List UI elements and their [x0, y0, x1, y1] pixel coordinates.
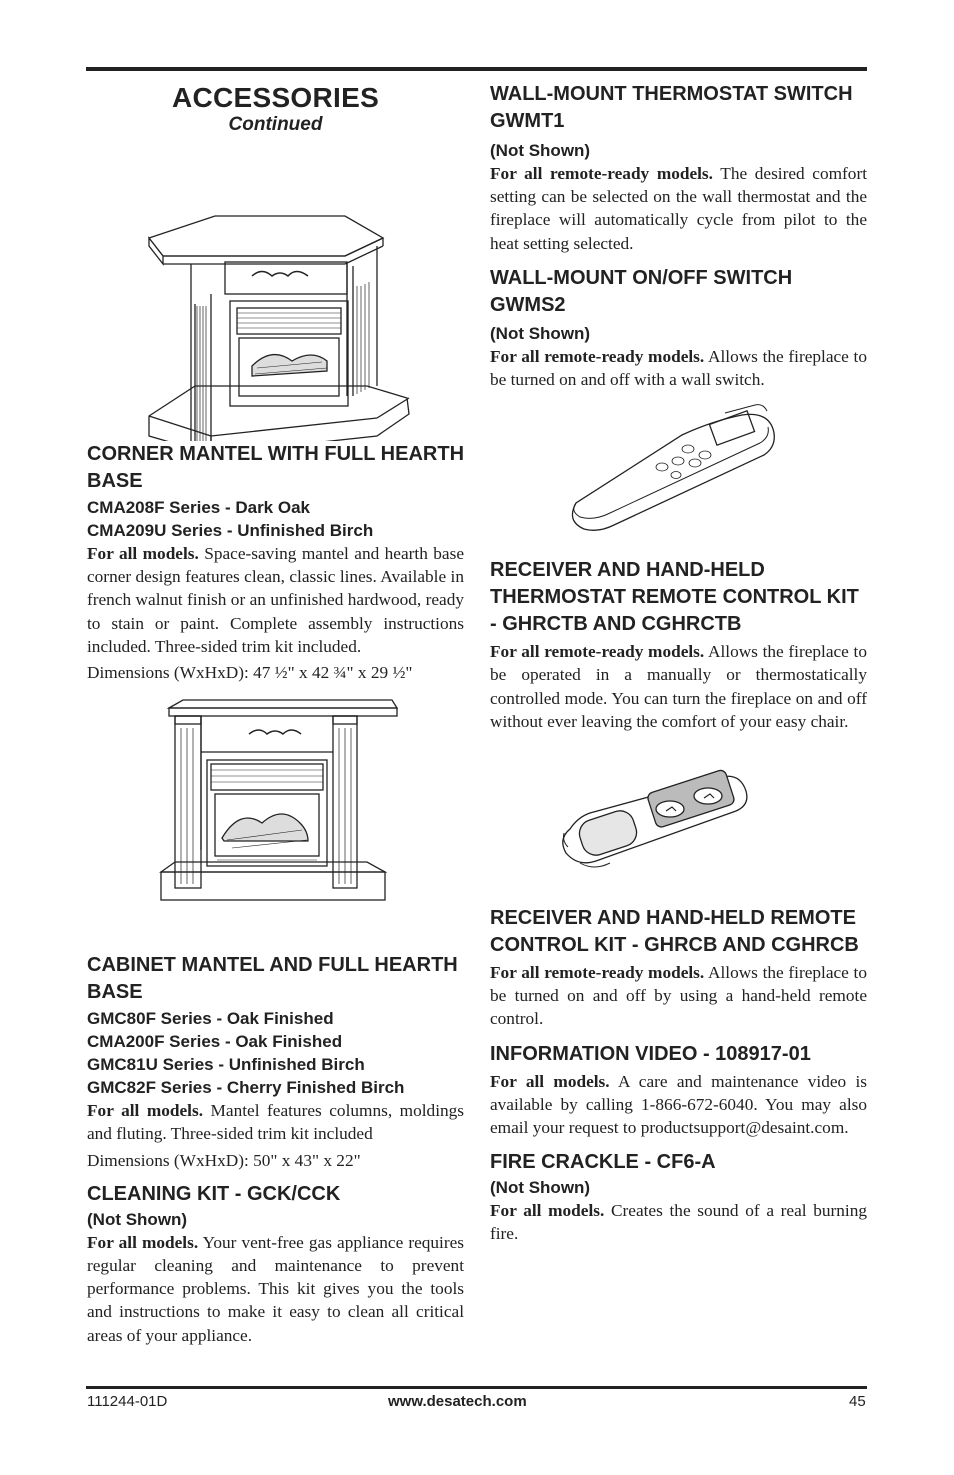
ghrcb-text — [490, 961, 867, 1031]
ghrctb-heading: RECEIVER AND HAND-HELD THERMOSTAT REMOTE CONTROL KIT - GHRCTB AND CGHRCTB — [490, 559, 859, 636]
cabinet-model-2: CMA200F Series - Oak Finished — [87, 1032, 343, 1052]
cabinet-mantel-illustration — [87, 690, 464, 952]
corner-mantel-illustration — [87, 136, 464, 441]
cabinet-mantel-text — [87, 1099, 464, 1145]
corner-dimensions: Dimensions (WxHxD): 47 ½" x 42 ¾" x 29 ½" — [87, 663, 413, 683]
ghrcb-heading: RECEIVER AND HAND-HELD REMOTE CONTROL KIT - GHRCB AND CGHRCB — [490, 907, 859, 957]
video-text — [490, 1070, 867, 1140]
ghrcb-body: Allows the fireplace to be turned on and off by using a hand-held remote control. — [490, 963, 867, 1029]
corner-body: Space-saving mantel and hearth base corner design features clean, classic lines. Available in french walnut finish or an unfinished hardwood, ready to stain or paint. Complete assembly instructions included. Three-sided trim kit included. — [87, 544, 464, 656]
cabinet-dimensions: Dimensions (WxHxD): 50" x 43" x 22" — [87, 1150, 361, 1170]
thermostat-lead: For all remote-ready models. — [490, 164, 713, 183]
corner-lead: For all models. — [87, 544, 199, 563]
page-subtitle: Continued — [228, 114, 323, 135]
thermostat-note: (Not Shown) — [490, 141, 591, 160]
cabinet-model-1: GMC80F Series - Oak Finished — [87, 1009, 334, 1029]
crackle-body: Creates the sound of a real burning fire. — [490, 1201, 868, 1244]
cleaning-kit-text — [87, 1231, 464, 1347]
cabinet-lead: For all models. — [87, 1101, 204, 1121]
bottom-rule — [86, 1386, 867, 1389]
page-number: 45 — [849, 1393, 866, 1410]
thermostat-body: The desired comfort setting can be selected on the wall thermostat and the fireplace will automatically cycle from pilot to the heat setting selected. — [490, 164, 867, 253]
thermostat-text — [490, 162, 867, 255]
thermostat-remote-drawing — [490, 391, 867, 557]
left-column — [87, 80, 464, 1347]
crackle-note: (Not Shown) — [490, 1178, 591, 1198]
cabinet-mantel-drawing — [87, 690, 464, 952]
onoff-note: (Not Shown) — [490, 323, 591, 343]
onoff-body: Allows the fireplace to be turned on and off with a wall switch. — [490, 346, 867, 390]
cabinet-mantel-heading: CABINET MANTEL AND FULL HEARTH BASE — [87, 954, 458, 1004]
website-link[interactable]: www.desatech.com — [388, 1393, 527, 1410]
corner-mantel-text — [87, 542, 464, 658]
cabinet-model-3: GMC81U Series - Unfinished Birch — [87, 1055, 365, 1075]
doc-number: 111244-01D — [87, 1393, 168, 1410]
top-rule — [86, 67, 867, 71]
video-body: A care and maintenance video is available by calling 1-866-672-6040. You may also email your request to productsupport@desaint.com. — [490, 1071, 867, 1138]
ghrctb-text — [490, 640, 867, 733]
onoff-remote-illustration — [490, 733, 867, 905]
crackle-heading: FIRE CRACKLE - CF6-A — [490, 1151, 716, 1174]
corner-mantel-drawing — [87, 136, 464, 441]
cabinet-body: Mantel features columns, moldings and fluting. Three-sided trim kit included — [87, 1101, 464, 1144]
onoff-text — [490, 345, 867, 391]
corner-model-2: CMA209U Series - Unfinished Birch — [87, 521, 374, 540]
page-title: ACCESSORIES — [171, 82, 380, 113]
cleaning-lead: For all models. — [87, 1232, 199, 1252]
crackle-lead: For all models. — [490, 1201, 605, 1221]
corner-model-1: CMA208F Series - Dark Oak — [87, 498, 310, 517]
ghrcb-lead: For all remote-ready models. — [490, 963, 705, 983]
video-lead: For all models. — [490, 1071, 610, 1091]
ghrctb-lead: For all remote-ready models. — [490, 642, 705, 662]
cleaning-body: Your vent-free gas appliance requires regular cleaning and maintenance to prevent performance problems. This kit gives you the tools and instructions to make it easy to clean all critical areas of your appliance. — [87, 1232, 464, 1345]
thermostat-heading: WALL-MOUNT THERMOSTAT SWITCH GWMT1 — [490, 83, 853, 132]
onoff-lead: For all remote-ready models. — [490, 346, 705, 366]
onoff-heading: WALL-MOUNT ON/OFF SWITCH GWMS2 — [490, 266, 793, 316]
cleaning-kit-heading: CLEANING KIT - GCK/CCK — [87, 1182, 341, 1205]
thermostat-remote-illustration — [490, 391, 867, 557]
cleaning-kit-note: (Not Shown) — [87, 1209, 188, 1229]
onoff-remote-drawing — [490, 733, 867, 905]
video-heading: INFORMATION VIDEO - 108917-01 — [490, 1042, 811, 1065]
right-column — [490, 80, 867, 1246]
cabinet-model-4: GMC82F Series - Cherry Finished Birch — [87, 1078, 405, 1098]
crackle-text — [490, 1199, 867, 1245]
corner-mantel-heading: CORNER MANTEL WITH FULL HEARTH BASE — [87, 443, 465, 492]
ghrctb-body: Allows the fireplace to be operated in a manually or thermostatically controlled mode. You can turn the fireplace on and off without ever leaving the comfort of your easy chair. — [490, 642, 867, 731]
